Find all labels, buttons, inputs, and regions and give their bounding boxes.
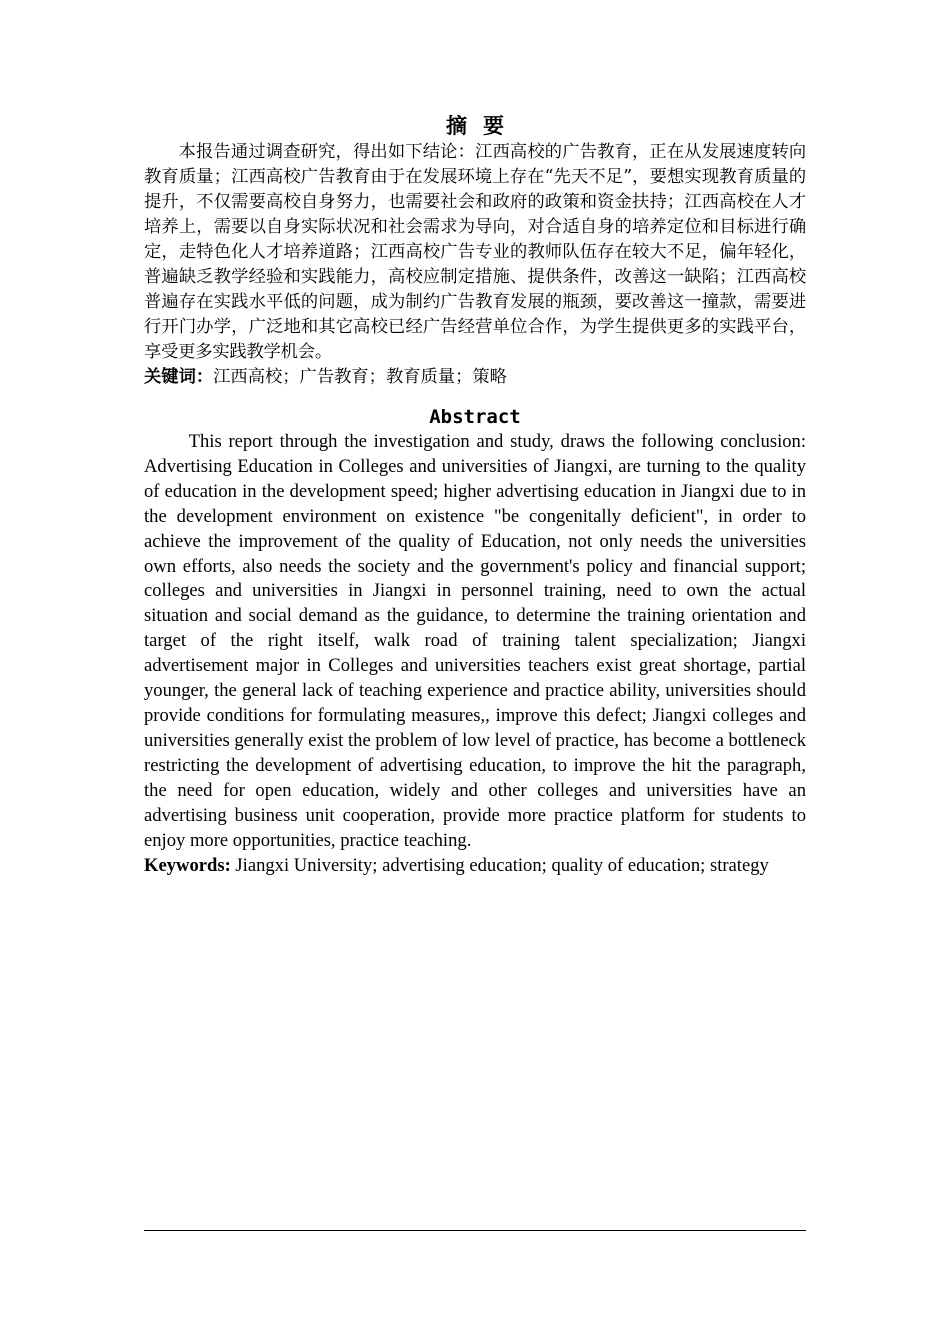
english-abstract-body: This report through the investigation and study, draws the following conclusion: Advertising Education in Colleges and universities of Jiangxi, are turning to the quality of education in the development speed; higher advertising education in Jiangxi due to in the development environment on existence "be congenitally deficient", in order to achieve the improvement of the quality of Education, not only needs the universities own efforts, also needs the society and the government's policy and financial support; colleges and universities in Jiangxi in personnel training, need to own the actual situation and social demand as the guidance, to determine the training orientation and target of the right itself, walk road of training talent specialization; Jiangxi advertisement major in Colleges and universities teachers exist great shortage, partial younger, the general lack of teaching experience and practice ability, universities should provide conditions for formulating measures,, improve this defect; Jiangxi colleges and universities generally exist the problem of low level of practice, has become a bottleneck restricting the development of advertising education, to improve the hit the paragraph, the need for open education, widely and other colleges and universities have an advertising business unit cooperation, provide more practice platform for students to enjoy more opportunities, practice teaching. — [144, 431, 806, 851]
english-abstract-title: Abstract — [429, 406, 521, 428]
english-keywords-line — [144, 853, 806, 878]
english-keywords-label: Keywords: — [144, 855, 231, 877]
chinese-abstract-title: 摘要 — [446, 114, 520, 138]
english-keywords-value: Jiangxi University; advertising education; quality of education; strategy — [230, 855, 769, 877]
chinese-keywords-line — [144, 365, 806, 390]
document-page — [144, 112, 806, 878]
chinese-keywords-label: 关键词： — [144, 367, 214, 387]
chinese-abstract-body: 本报告通过调查研究，得出如下结论：江西高校的广告教育，正在从发展速度转向教育质量；江西高校广告教育由于在发展环境上存在“先天不足”，要想实现教育质量的提升，不仅需要高校自身努力，也需要社会和政府的政策和资金扶持；江西高校在人才培养上，需要以自身实际状况和社会需求为导向，对合适自身的培养定位和目标进行确定，走特色化人才培养道路；江西高校广告专业的教师队伍存在较大不足，偏年轻化，普遍缺乏教学经验和实践能力，高校应制定措施、提供条件，改善这一缺陷；江西高校普遍存在实践水平低的问题，成为制约广告教育发展的瓶颈，要改善这一撞款，需要进行开门办学，广泛地和其它高校已经广告经营单位合作，为学生提供更多的实践平台，享受更多实践教学机会。 — [144, 142, 806, 362]
chinese-keywords-value: 江西高校；广告教育；教育质量；策略 — [213, 367, 507, 387]
footer-divider — [144, 1230, 806, 1231]
